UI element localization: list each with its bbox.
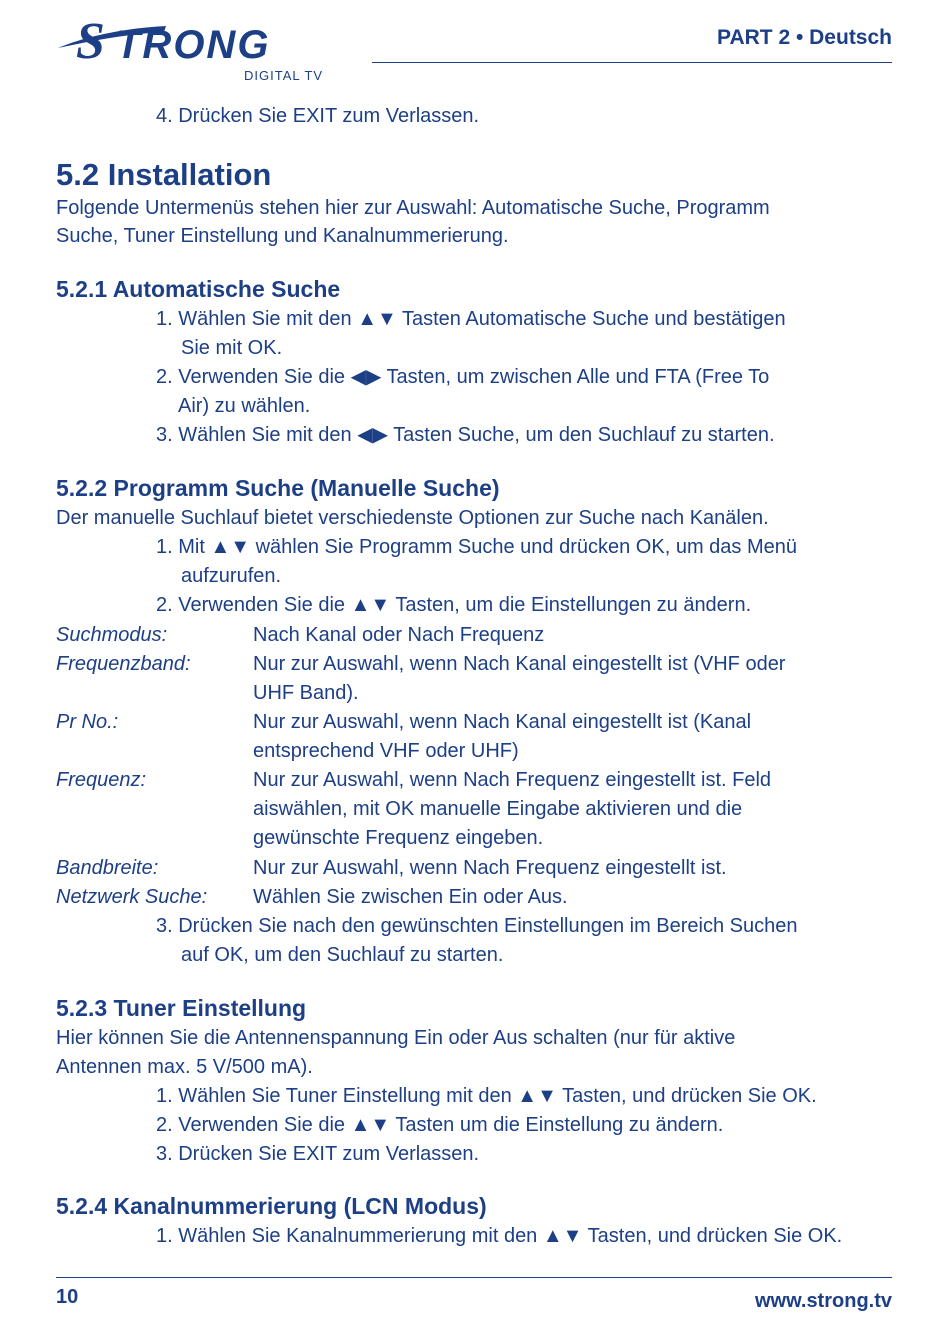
def-bandbreite: Nur zur Auswahl, wenn Nach Frequenz eingestellt ist. <box>253 857 727 879</box>
intro-step <box>156 102 479 130</box>
step-5-2-2-3: 3. Drücken Sie nach den gewünschten Einstellungen im Bereich Suchen <box>156 915 798 937</box>
logo-subtitle: DIGITAL TV <box>244 68 324 83</box>
step-5-2-4-1: 1. Wählen Sie Kanalnummerierung mit den ▲▼ Tasten, und drücken Sie OK. <box>156 1225 843 1247</box>
section-title-5-2-4: 5.2.4 Kanalnummerierung (LCN Modus) <box>56 1193 487 1219</box>
def-netzwerk-suche: Wählen Sie zwischen Ein oder Aus. <box>253 886 568 908</box>
section-text-5-2-2: Der manuelle Suchlauf bietet verschiedenste Optionen zur Suche nach Kanälen. <box>56 507 769 529</box>
section-text-5-2-3-line1: Hier können Sie die Antennenspannung Ein oder Aus schalten (nur für aktive <box>56 1027 736 1049</box>
def-pr-no-line1: Nur zur Auswahl, wenn Nach Kanal eingestellt ist (Kanal <box>253 711 752 733</box>
def-frequenz-line3: gewünschte Frequenz eingeben. <box>253 827 544 849</box>
section-title-5-2-2: 5.2.2 Programm Suche (Manuelle Suche) <box>56 475 500 501</box>
term-suchmodus: Suchmodus: <box>56 624 168 646</box>
step-5-2-2-1: 1. Mit ▲▼ wählen Sie Programm Suche und drücken OK, um das Menü <box>156 536 797 558</box>
term-bandbreite: Bandbreite: <box>56 857 159 879</box>
section-title-5-2: 5.2 Installation <box>56 157 272 192</box>
section-text-5-2-line2: Suche, Tuner Einstellung und Kanalnummerierung. <box>56 225 509 247</box>
step-5-2-3-3: 3. Drücken Sie EXIT zum Verlassen. <box>156 1143 480 1165</box>
def-suchmodus: Nach Kanal oder Nach Frequenz <box>253 624 545 646</box>
footer-divider <box>56 1277 892 1278</box>
section-title-5-2-1: 5.2.1 Automatische Suche <box>56 276 341 302</box>
header-divider <box>372 62 892 63</box>
term-netzwerk-suche: Netzwerk Suche: <box>56 886 208 908</box>
def-pr-no-line2: entsprechend VHF oder UHF) <box>253 740 519 762</box>
page-number: 10 <box>56 1286 79 1308</box>
step-5-2-1-1: 1. Wählen Sie mit den ▲▼ Tasten Automatische Suche und bestätigen <box>156 308 786 330</box>
step-5-2-2-3-cont: auf OK, um den Suchlauf zu starten. <box>181 944 504 966</box>
step-5-2-2-1-cont: aufzurufen. <box>181 565 282 587</box>
def-frequenz-line2: aiswählen, mit OK manuelle Eingabe aktivieren und die <box>253 798 743 820</box>
step-5-2-1-3: 3. Wählen Sie mit den ◀▶ Tasten Suche, um den Suchlauf zu starten. <box>156 424 775 446</box>
term-pr-no: Pr No.: <box>56 711 119 733</box>
def-frequenzband-line2: UHF Band). <box>253 682 359 704</box>
step-5-2-1-2: 2. Verwenden Sie die ◀▶ Tasten, um zwischen Alle und FTA (Free To <box>156 366 770 388</box>
term-frequenz: Frequenz: <box>56 769 147 791</box>
section-title-5-2-3: 5.2.3 Tuner Einstellung <box>56 995 307 1021</box>
term-frequenzband: Frequenzband: <box>56 653 191 675</box>
svg-text:S: S <box>76 13 104 70</box>
section-text-5-2-3-line2: Antennen max. 5 V/500 mA). <box>56 1056 313 1078</box>
section-text-5-2-line1: Folgende Untermenüs stehen hier zur Auswahl: Automatische Suche, Programm <box>56 197 770 219</box>
part-label: PART 2 • Deutsch <box>717 26 892 49</box>
website-link[interactable]: www.strong.tv <box>754 1290 892 1312</box>
svg-text:TRONG: TRONG <box>116 23 271 67</box>
step-5-2-1-1-cont: Sie mit OK. <box>181 337 283 359</box>
step-5-2-3-2: 2. Verwenden Sie die ▲▼ Tasten um die Einstellung zu ändern. <box>156 1114 724 1136</box>
step-5-2-1-2-cont: Air) zu wählen. <box>178 395 311 417</box>
def-frequenzband-line1: Nur zur Auswahl, wenn Nach Kanal eingestellt ist (VHF oder <box>253 653 786 675</box>
step-5-2-3-1: 1. Wählen Sie Tuner Einstellung mit den ▲▼ Tasten, und drücken Sie OK. <box>156 1085 817 1107</box>
step-5-2-2-2: 2. Verwenden Sie die ▲▼ Tasten, um die Einstellungen zu ändern. <box>156 594 752 616</box>
intro-step-text: 4. Drücken Sie EXIT zum Verlassen. <box>156 105 480 127</box>
def-frequenz-line1: Nur zur Auswahl, wenn Nach Frequenz eingestellt ist. Feld <box>253 769 772 791</box>
